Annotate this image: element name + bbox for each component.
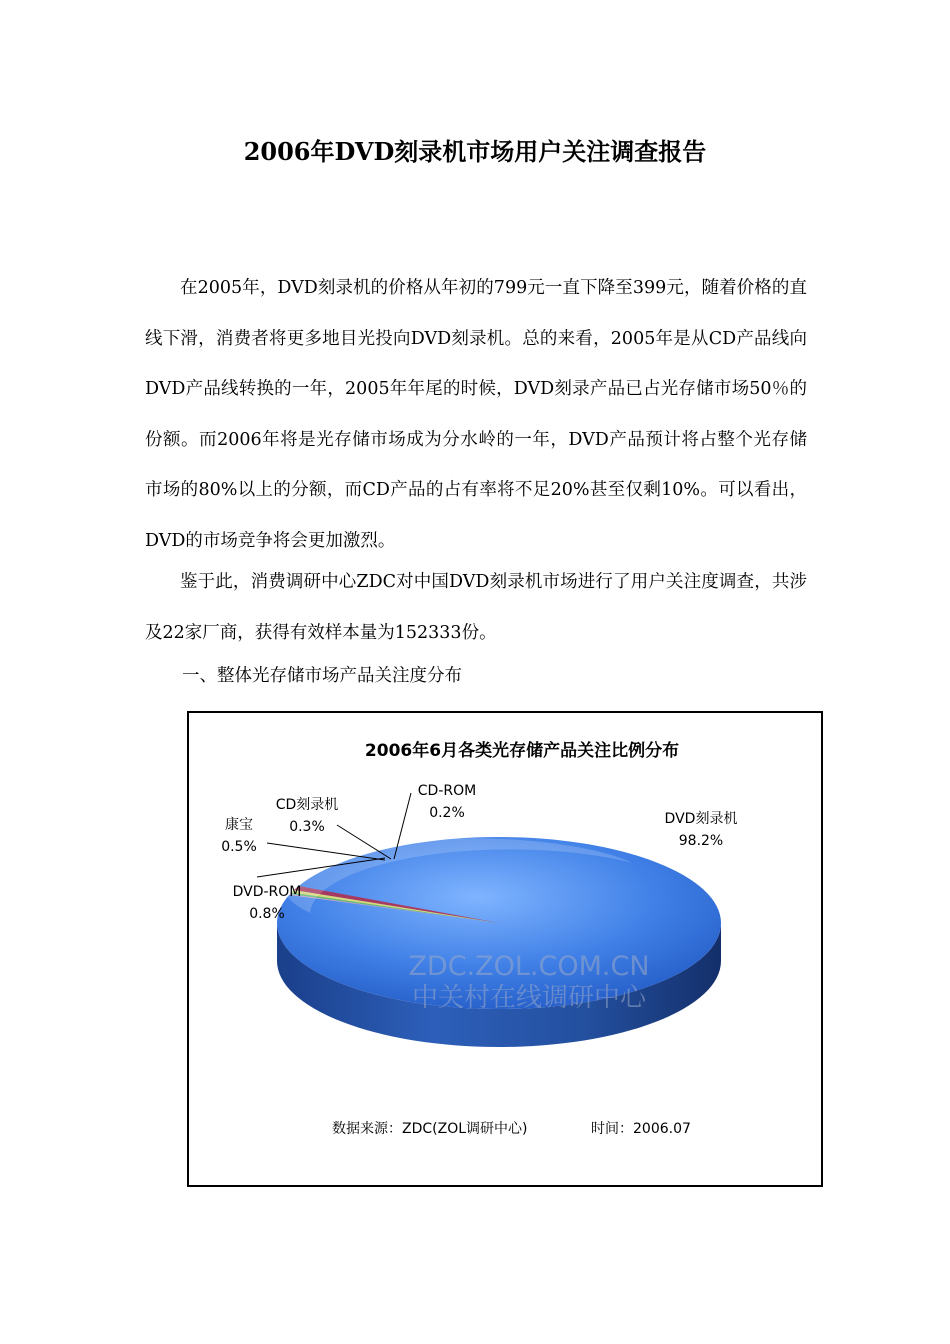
label-cd-rom-value: 0.2%	[429, 805, 465, 821]
label-kangbao-value: 0.5%	[221, 839, 257, 855]
label-dvd-writer-value: 98.2%	[678, 833, 724, 849]
chart-source: 数据来源：ZDC(ZOL调研中心)	[332, 1121, 528, 1137]
label-dvd-rom-name: DVD-ROM	[232, 884, 302, 900]
pie-chart-frame	[187, 711, 823, 1187]
label-cd-writer-name: CD刻录机	[275, 797, 339, 813]
label-cd-writer-value: 0.3%	[289, 819, 325, 835]
paragraph-1-text: 在2005年，DVD刻录机的价格从年初的799元一直下降至399元，随着价格的直线下滑，消费者将更多地目光投向DVD刻录机。总的来看，2005年是从CD产品线向DVD产品线转换的一年，2005年年尾的时候，DVD刻录产品已占光存储市场50％的份额。而2006年将是光存储市场成为分水岭的一年，DVD产品预计将占整个光存储市场的80%以上的分额，而CD产品的占有率将不足20%甚至仅剩10%。可以看出，DVD的市场竞争将会更加激烈。	[145, 278, 807, 551]
label-kangbao-name: 康宝	[225, 817, 253, 833]
pie-chart	[189, 713, 821, 1185]
paragraph-2	[145, 557, 807, 658]
label-cd-rom-name: CD-ROM	[417, 783, 477, 799]
chart-date: 时间：2006.07	[591, 1121, 691, 1137]
paragraph-1	[145, 263, 807, 566]
paragraph-2-text: 鉴于此，消费调研中心ZDC对中国DVD刻录机市场进行了用户关注度调查，共涉及22家厂商，获得有效样本量为152333份。	[145, 572, 807, 643]
watermark-url: ZDC.ZOL.COM.CN	[408, 951, 650, 982]
label-dvd-rom-value: 0.8%	[249, 906, 285, 922]
label-dvd-writer-name: DVD刻录机	[664, 811, 738, 827]
section-heading-1: 一、整体光存储市场产品关注度分布	[182, 666, 462, 686]
chart-title: 2006年6月各类光存储产品关注比例分布	[364, 741, 680, 761]
document-title: 2006年DVD刻录机市场用户关注调查报告	[243, 137, 707, 166]
watermark-cn: 中关村在线调研中心	[411, 983, 647, 1013]
